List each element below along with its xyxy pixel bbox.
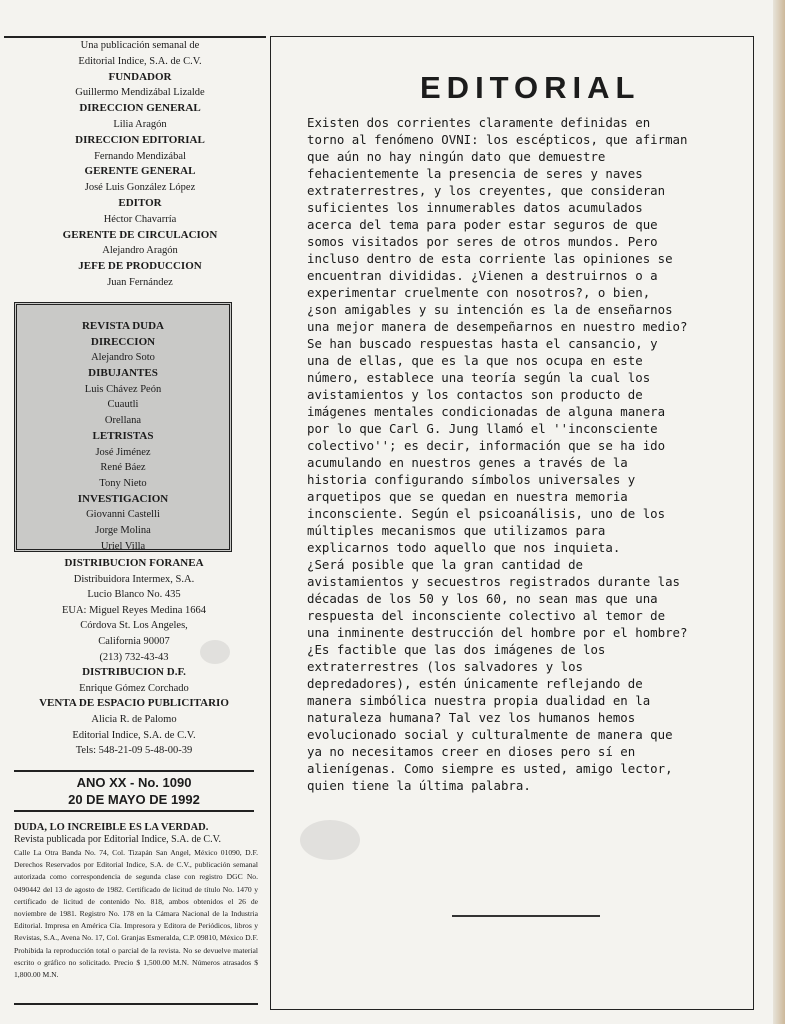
editorial-line: incluso dentro de esta corriente las opiniones se [307,251,673,266]
credit-heading: DIRECCION [90,335,156,348]
editorial-line: colectivo''; es decir, información que se ha ido [307,438,666,453]
credit-name: Enrique Gómez Corchado [79,682,189,694]
credit-name: Alejandro Aragón [102,245,178,257]
editorial-line: arquetipos que se quedan en nuestra memoria [307,489,628,504]
legal-subtitle: Revista publicada por Editorial Indice, S.A. de C.V. [14,834,221,845]
editorial-line: respuesta del inconsciente colectivo al temor de [307,608,666,623]
editorial-line: una inminente destrucción del hombre por el hombre? [307,625,688,640]
editorial-line: manera simbólica nuestra propia dualidad en la [307,693,651,708]
editorial-line: depredadores), estén únicamente reflejando de [307,676,643,691]
editorial-line: suficientes los innumerables datos acumulados [307,200,643,215]
legal-bottom-rule [14,1003,258,1005]
credit-name: Distribuidora Intermex, S.A. [73,573,195,585]
issue-number: ANO XX - No. 1090 [76,775,192,790]
editorial-line: extraterrestres (los salvadores y los [307,659,584,674]
credit-name: Cuautli [107,399,139,411]
editorial-line: ¿Será posible que la gran cantidad de [307,557,584,572]
credit-name: Alicia R. de Palomo [91,713,177,725]
credit-name: Uriel Villa [100,540,146,552]
editorial-line: imágenes mentales condicionadas de alguna manera [307,404,666,419]
editorial-title: EDITORIAL [420,70,641,105]
credit-name: René Báez [100,462,146,474]
editorial-line: ¿son amigables y su intención es la de enseñarnos [307,302,673,317]
credit-name: Jorge Molina [95,524,151,536]
credit-name: Juan Fernández [107,276,173,288]
editorial-line: décadas de los 50 y los 60, no sean mas que una [307,591,658,606]
issue-info [14,770,254,808]
editorial-line: fehacientemente la presencia de seres y naves [307,166,643,181]
credit-heading: DISTRIBUCION D.F. [82,666,186,679]
editorial-line: evolucionado social y culturalmente de manera que [307,727,673,742]
credit-heading: JEFE DE PRODUCCION [78,260,202,273]
credit-name: Editorial Indice, S.A. de C.V. [72,729,196,741]
issue-date: 20 DE MAYO DE 1992 [68,792,200,807]
credit-name: EUA: Miguel Reyes Medina 1664 [61,604,207,616]
editorial-line: historia configurando símbolos universales y [307,472,636,487]
credit-name: Tony Nieto [99,477,147,489]
editorial-line: ya no necesitamos creer en dioses pero sí en [307,744,636,759]
legal-title: DUDA, LO INCREIBLE ES LA VERDAD. [14,822,209,833]
credit-name: Héctor Chavarría [103,213,177,225]
revista-duda-credits-box [14,302,232,552]
credit-name: Lilia Aragón [113,118,167,130]
credit-name: (213) 732-43-43 [99,651,169,663]
staff-credits [14,38,266,291]
editorial-line: Existen dos corrientes claramente definidas en [307,115,651,130]
editorial-line: por lo que Carl G. Jung llamó el ''inconsciente [307,421,658,436]
editorial-line: somos visitados por seres de otros mundos. Pero [307,234,658,249]
editorial-line: múltiples mecanismos que utilizamos para [307,523,606,538]
credit-name: Alejandro Soto [91,352,155,364]
credit-name: Luis Chávez Peón [84,383,162,395]
credit-heading: DIRECCION GENERAL [79,102,201,115]
credit-heading: VENTA DE ESPACIO PUBLICITARIO [39,697,229,710]
masthead-staff-list [14,38,266,291]
editorial-line: acerca del tema para poder estar seguros de que [307,217,658,232]
editorial-end-rule [452,915,600,917]
editorial-line: experimentar cruelmente con nosotros?, o bien, [307,285,651,300]
credit-name: California 90007 [98,635,170,647]
editorial-line: inconsciente. Según el psicoanálisis, uno de los [307,506,666,521]
credit-heading: LETRISTAS [92,429,154,442]
credit-name: José Luis González López [84,182,196,194]
editorial-line: que aún no hay ningún dato que demuestre [307,149,606,164]
page-edge [773,0,785,1024]
credit-name: Giovanni Castelli [86,509,160,521]
editorial-line: avistamientos y los contactos son producto de [307,387,643,402]
credit-name: Córdova St. Los Angeles, [80,620,188,632]
credit-name: Guillermo Mendizábal Lizalde [75,87,205,99]
editorial-line: ¿Es factible que las dos imágenes de los [307,642,606,657]
credit-heading: FUNDADOR [108,70,172,83]
editorial-line: acumulando en nuestros genes a través de la [307,455,628,470]
editorial-line: explicarnos todo aquello que nos inquieta. [307,540,621,555]
editorial-line: torno al fenómeno OVNI: los escépticos, que afirman [307,132,688,147]
editorial-line: quien tiene la última palabra. [307,778,531,793]
credit-heading: EDITOR [118,196,162,209]
credit-heading: GERENTE DE CIRCULACION [62,228,218,241]
editorial-line: extraterrestres, y los creyentes, que consideran [307,183,666,198]
print-speck [300,820,360,860]
credit-name: Fernando Mendizábal [94,150,186,162]
print-speck [200,640,230,664]
credit-name: José Jiménez [95,446,151,458]
credit-name: Lucio Blanco No. 435 [87,589,181,601]
credit-name: Una publicación semanal de [80,40,200,51]
credit-name: Tels: 548-21-09 5-48-00-39 [75,745,193,757]
issue-bottom-rule [14,810,254,812]
editorial-line: número, establece una teoría según la cual los [307,370,651,385]
editorial-line: naturaleza humana? Tal vez los humanos hemos [307,710,636,725]
credit-heading: INVESTIGACION [77,492,169,505]
credit-heading: DIBUJANTES [88,367,158,380]
legal-fine-print: Calle La Otra Banda No. 74, Col. Tizapán San Angel, México 01090, D.F. Derechos Reservados por Editorial Indice, S.A. de C.V., publicación semanal autorizada como correspondencia de segunda clase con registro DGC No. 0490442 del 13 de agosto de 1982. Certificado de licitud de título No. 1470 y certificado de licitud de contenido No. 818, ambos obtenidos el 26 de noviembre de 1981. Registro No. 178 en la Cámara Nacional de la Industria Editorial. Impresa en América Cía. Impresora y Editora de Periódicos, libros y Revistas, S.A., Avena No. 17, Col. Granjas Esmeralda, C.P. 09810, México D.F. Prohibida la reproducción total o parcial de la revista. No se devuelve material escrito o gráfico no solicitado. Precio $ 1,500.00 M.N. Números atrasados $ 1,800.00 M.N. [14,848,258,980]
credit-heading: REVISTA DUDA [81,320,164,332]
editorial-line: Se han buscado respuestas hasta el cansancio, y [307,336,658,351]
editorial-line: alienígenas. Como siempre es usted, amigo lector, [307,761,673,776]
editorial-line: avistamientos y secuestros registrados durante las [307,574,680,589]
editorial-body [307,114,702,794]
credit-heading: DISTRIBUCION FORANEA [64,557,204,569]
editorial-line: encuentran divididas. ¿Vienen a destruirnos o a [307,268,658,283]
credit-name: Editorial Indice, S.A. de C.V. [78,55,202,67]
credit-name: Orellana [104,415,142,427]
editorial-line: una mejor manera de desempeñarnos en nuestro medio? [307,319,688,334]
legal-notice [14,822,258,981]
credit-heading: DIRECCION EDITORIAL [75,133,205,146]
editorial-line: una de ellas, que es la que nos ocupa en este [307,353,643,368]
credit-heading: GERENTE GENERAL [84,165,196,178]
